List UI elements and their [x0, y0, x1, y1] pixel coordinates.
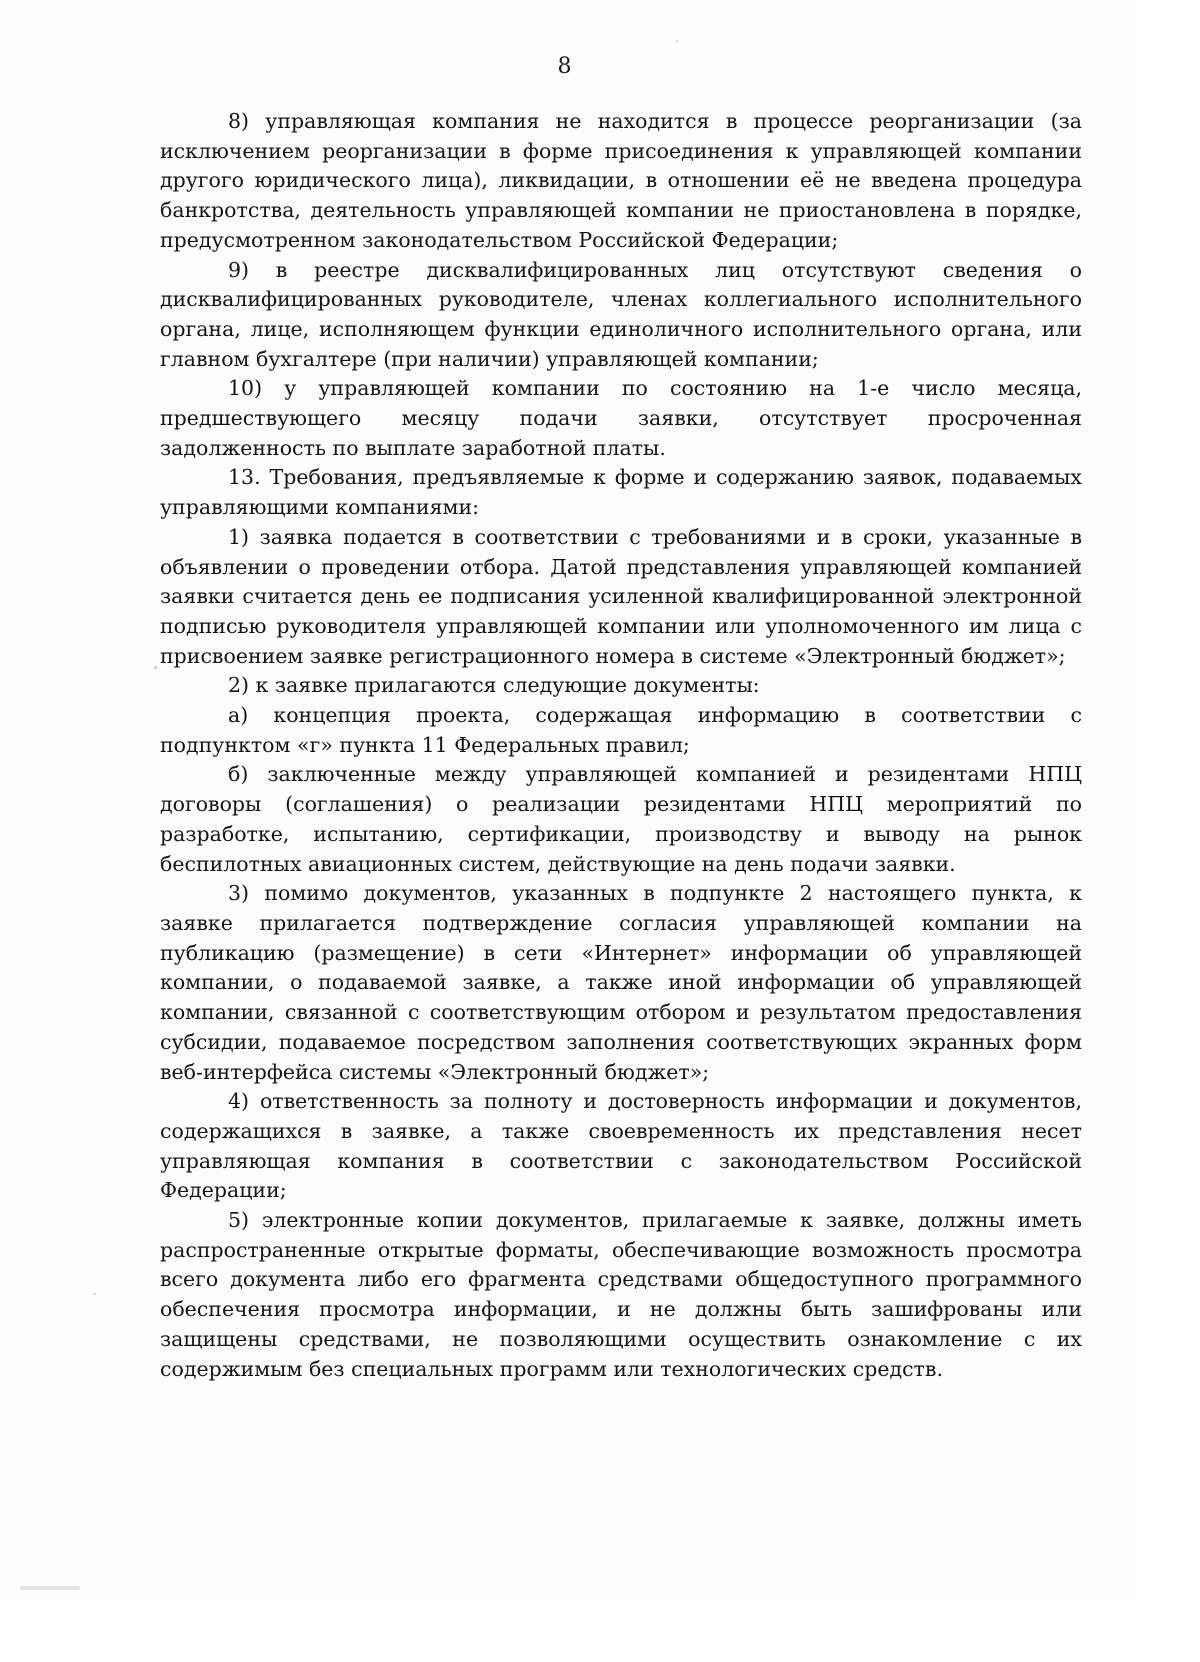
document-body [160, 107, 1082, 1384]
scan-speck [20, 1586, 80, 1590]
paragraph-item-9: 9) в реестре дисквалифицированных лиц отсутствуют сведения о дисквалифицированных руководителе, членах коллегиального исполнительного органа, лице, исполняющем функции единоличного исполнительного органа, или главном бухгалтере (при наличии) управляющей компании; [160, 257, 1082, 371]
scan-speck [676, 40, 678, 42]
paragraph-subitem-2: 2) к заявке прилагаются следующие документы: [228, 673, 760, 698]
paragraph-subitem-2a: а) концепция проекта, содержащая информацию в соответствии с подпунктом «г» пункта 11 Федеральных правил; [160, 703, 1082, 757]
scan-speck [154, 666, 157, 669]
paragraph-item-8: 8) управляющая компания не находится в процессе реорганизации (за исключением реорганизации в форме присоединения к управляющей компании другого юридического лица), ликвидации, в отношении её не введена процедура банкротства, деятельность управляющей компании не приостановлена в порядке, предусмотренном законодательством Российской Федерации; [160, 109, 1082, 252]
scan-speck [93, 1293, 96, 1295]
paragraph-subitem-2b: б) заключенные между управляющей компанией и резидентами НПЦ договоры (соглашения) о реализации резидентами НПЦ мероприятий по разработке, испытанию, сертификации, производству и выводу на рынок беспилотных авиационных систем, действующие на день подачи заявки. [160, 762, 1082, 876]
paragraph-subitem-3: 3) помимо документов, указанных в подпункте 2 настоящего пункта, к заявке прилагается подтверждение согласия управляющей компании на публикацию (размещение) в сети «Интернет» информации об управляющей компании, о подаваемой заявке, а также иной информации об управляющей компании, связанной с соответствующим отбором и результатом предоставления субсидии, подаваемое посредством заполнения соответствующих экранных форм веб-интерфейса системы «Электронный бюджет»; [160, 881, 1082, 1084]
paragraph-subitem-4: 4) ответственность за полноту и достоверность информации и документов, содержащихся в заявке, а также своевременность их представления несет управляющая компания в соответствии с законодательством Российской Федерации; [160, 1089, 1082, 1203]
paragraph-item-10: 10) у управляющей компании по состоянию на 1-е число месяца, предшествующего месяцу подачи заявки, отсутствует просроченная задолженность по выплате заработной платы. [160, 376, 1082, 460]
paragraph-section-13: 13. Требования, предъявляемые к форме и содержанию заявок, подаваемых управляющими компаниями: [160, 465, 1082, 520]
paragraph-subitem-1: 1) заявка подается в соответствии с требованиями и в сроки, указанные в объявлении о проведении отбора. Датой представления управляющей компанией заявки считается день ее подписания усиленной квалифицированной электронной подписью руководителя управляющей компании или уполномоченного им лица с присвоением заявке регистрационного номера в системе «Электронный бюджет»; [160, 524, 1082, 668]
paragraph-subitem-5: 5) электронные копии документов, прилагаемые к заявке, должны иметь распространенные открытые форматы, обеспечивающие возможность просмотра всего документа либо его фрагмента средствами общедоступного программного обеспечения просмотра информации, и не должны быть зашифрованы или защищены средствами, не позволяющими осуществить ознакомление с их содержимым без специальных программ или технологических средств. [160, 1208, 1082, 1381]
page-number: 8 [557, 54, 572, 79]
